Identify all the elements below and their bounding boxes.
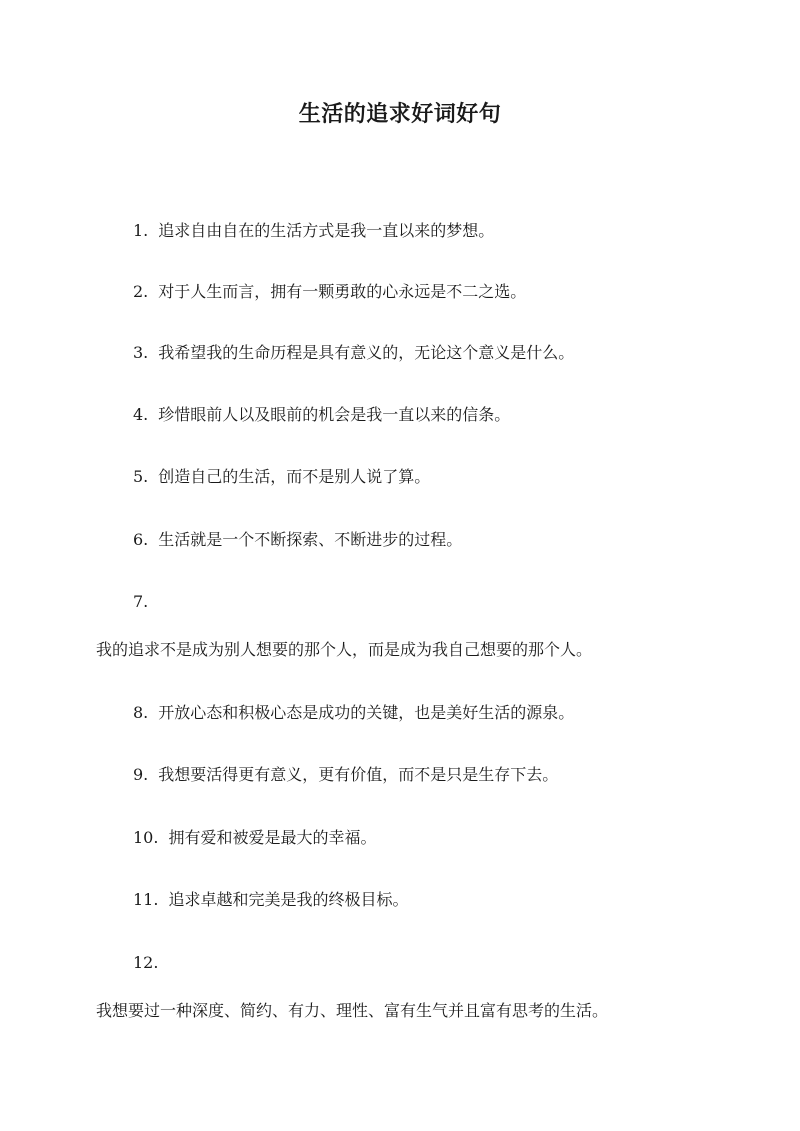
item-number: 7.	[133, 592, 149, 611]
item-text: 创造自己的生活，而不是别人说了算。	[158, 467, 431, 486]
item-text: 追求自由自在的生活方式是我一直以来的梦想。	[158, 221, 495, 240]
item-number: 6.	[133, 530, 149, 549]
item-text: 我的追求不是成为别人想要的那个人，而是成为我自己想要的那个人。	[96, 640, 593, 659]
list-item	[133, 703, 574, 723]
item-number: 4.	[133, 405, 149, 424]
item-text: 拥有爱和被爱是最大的幸福。	[168, 828, 377, 847]
list-item	[133, 765, 558, 785]
item-number: 5.	[133, 467, 149, 486]
list-item	[133, 890, 408, 910]
item-text: 追求卓越和完美是我的终极目标。	[168, 890, 409, 909]
item-number: 2.	[133, 282, 149, 301]
item-number: 12.	[133, 953, 159, 972]
item-text: 我想要活得更有意义，更有价值，而不是只是生存下去。	[158, 765, 559, 784]
list-item	[133, 530, 462, 550]
item-number: 10.	[133, 828, 159, 847]
page-title: 生活的追求好词好句	[298, 101, 502, 127]
item-text: 开放心态和积极心态是成功的关键，也是美好生活的源泉。	[158, 703, 575, 722]
list-item	[133, 828, 376, 848]
item-number: 8.	[133, 703, 149, 722]
item-text: 对于人生而言，拥有一颗勇敢的心永远是不二之选。	[158, 282, 527, 301]
item-text: 珍惜眼前人以及眼前的机会是我一直以来的信条。	[158, 405, 511, 424]
item-number: 11.	[133, 890, 159, 909]
item-number: 3.	[133, 343, 149, 362]
list-item	[133, 221, 494, 241]
list-item	[133, 405, 510, 425]
item-number: 1.	[133, 221, 149, 240]
list-item	[133, 282, 526, 302]
list-item	[133, 343, 574, 363]
item-text: 我希望我的生命历程是具有意义的，无论这个意义是什么。	[158, 343, 575, 362]
list-item	[133, 467, 430, 487]
item-text: 生活就是一个不断探索、不断进步的过程。	[158, 530, 463, 549]
item-text: 我想要过一种深度、简约、有力、理性、富有生气并且富有思考的生活。	[96, 1001, 609, 1020]
item-number: 9.	[133, 765, 149, 784]
